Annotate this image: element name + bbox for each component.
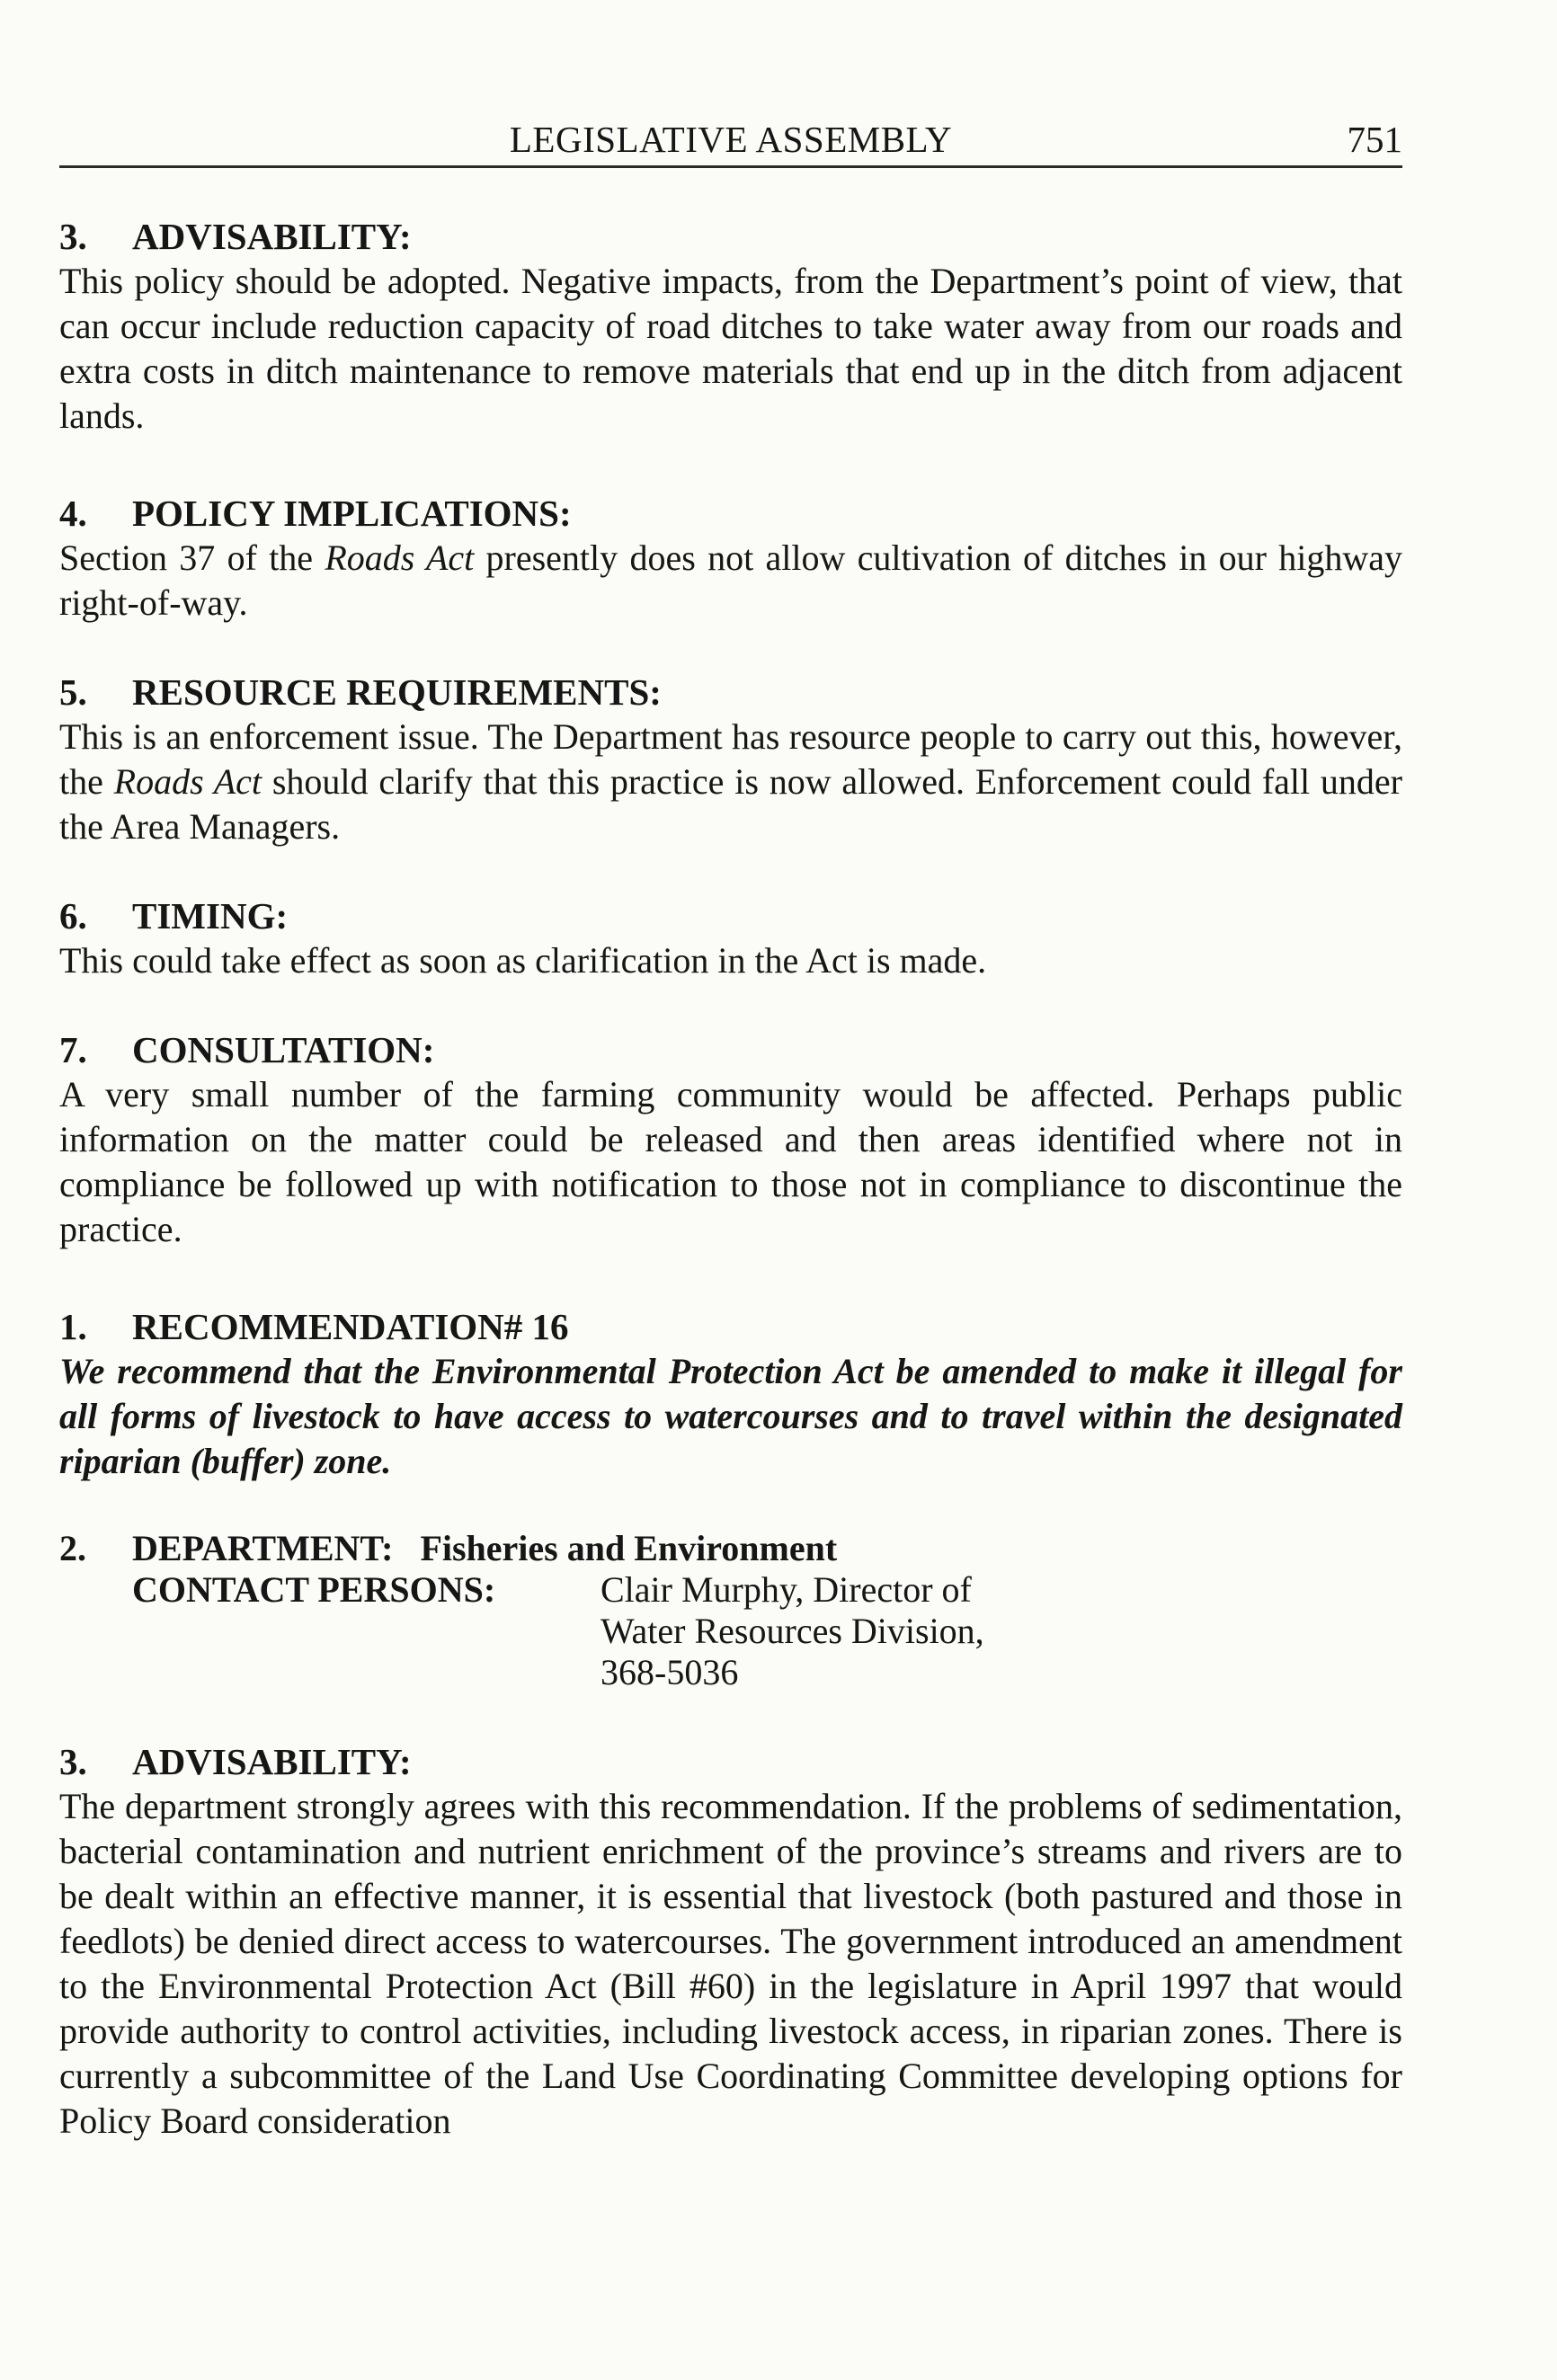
section-policy-implications [59,491,1402,626]
section-heading: 6. TIMING: [59,895,289,937]
section-body: This is an enforcement issue. The Department has resource people to carry out this, however, the Roads Act should clarify that this practice is now allowed. Enforcement could fall under the Area Managers. [59,716,1402,847]
act-name: Roads Act [325,537,475,578]
section-heading: 1. RECOMMENDATION# 16 [59,1306,569,1347]
department-label: DEPARTMENT: [132,1528,394,1568]
section-recommendation [59,1304,1402,1484]
contact-line: Clair Murphy, Director of [601,1569,972,1610]
contact-label: CONTACT PERSONS: [132,1569,496,1610]
running-header [59,113,1402,168]
header-title: LEGISLATIVE ASSEMBLY [509,119,953,160]
section-body: The department strongly agrees with this recommendation. If the problems of sedimentation, bacterial contamination and nutrient enrichment of the province’s streams and rivers are to be dealt within an effective manner, it is essential that livestock (both pastured and those in feedlots) be denied direct access to watercourses. The government introduced an amendment to the Environmental Protection Act (Bill #60) in the legislature in April 1997 that would provide authority to control activities, including livestock access, in riparian zones. There is currently a subcommittee of the Land Use Coordinating Committee developing options for Policy Board consideration [59,1786,1402,2141]
department-name: Fisheries and Environment [420,1528,838,1568]
section-department [59,1528,1402,1695]
section-body: A very small number of the farming community would be affected. Perhaps public information on the matter could be released and then areas identified where not in compliance be followed up with notification to those not in compliance to discontinue the practice. [59,1074,1402,1249]
contact-block [59,1569,1402,1695]
act-name: Roads Act [113,761,262,802]
section-body: Section 37 of the Roads Act presently does not allow cultivation of ditches in our highway right-of-way. [59,537,1402,623]
section-heading: 4. POLICY IMPLICATIONS: [59,493,572,534]
section-timing [59,893,1402,983]
section-heading: 7. CONSULTATION: [59,1029,435,1070]
contact-details [601,1569,984,1693]
section-advisability [59,214,1402,439]
section-heading: 3. ADVISABILITY: [59,216,412,257]
contact-line: Water Resources Division, [601,1611,984,1651]
section-resource-requirements [59,670,1402,849]
section-consultation [59,1027,1402,1252]
department-row: 2. DEPARTMENT: Fisheries and Environment [59,1528,838,1568]
section-heading: 5. RESOURCE REQUIREMENTS: [59,671,662,713]
section-heading: 3. ADVISABILITY: [59,1741,412,1782]
page-number: 751 [1347,119,1402,160]
recommendation-text: We recommend that the Environmental Protection Act be amended to make it illegal for all forms of livestock to have access to watercourses and to travel within the designated riparian (buffer) zone. [59,1351,1402,1481]
section-body: This policy should be adopted. Negative impacts, from the Department’s point of view, that can occur include reduction capacity of road ditches to take water away from our roads and extra costs in ditch maintenance to remove materials that end up in the ditch from adjacent lands. [59,261,1402,436]
section-advisability-16 [59,1739,1402,2144]
page-content [59,214,1402,2188]
contact-line: 368-5036 [601,1652,739,1692]
section-body: This could take effect as soon as clarification in the Act is made. [59,940,987,981]
